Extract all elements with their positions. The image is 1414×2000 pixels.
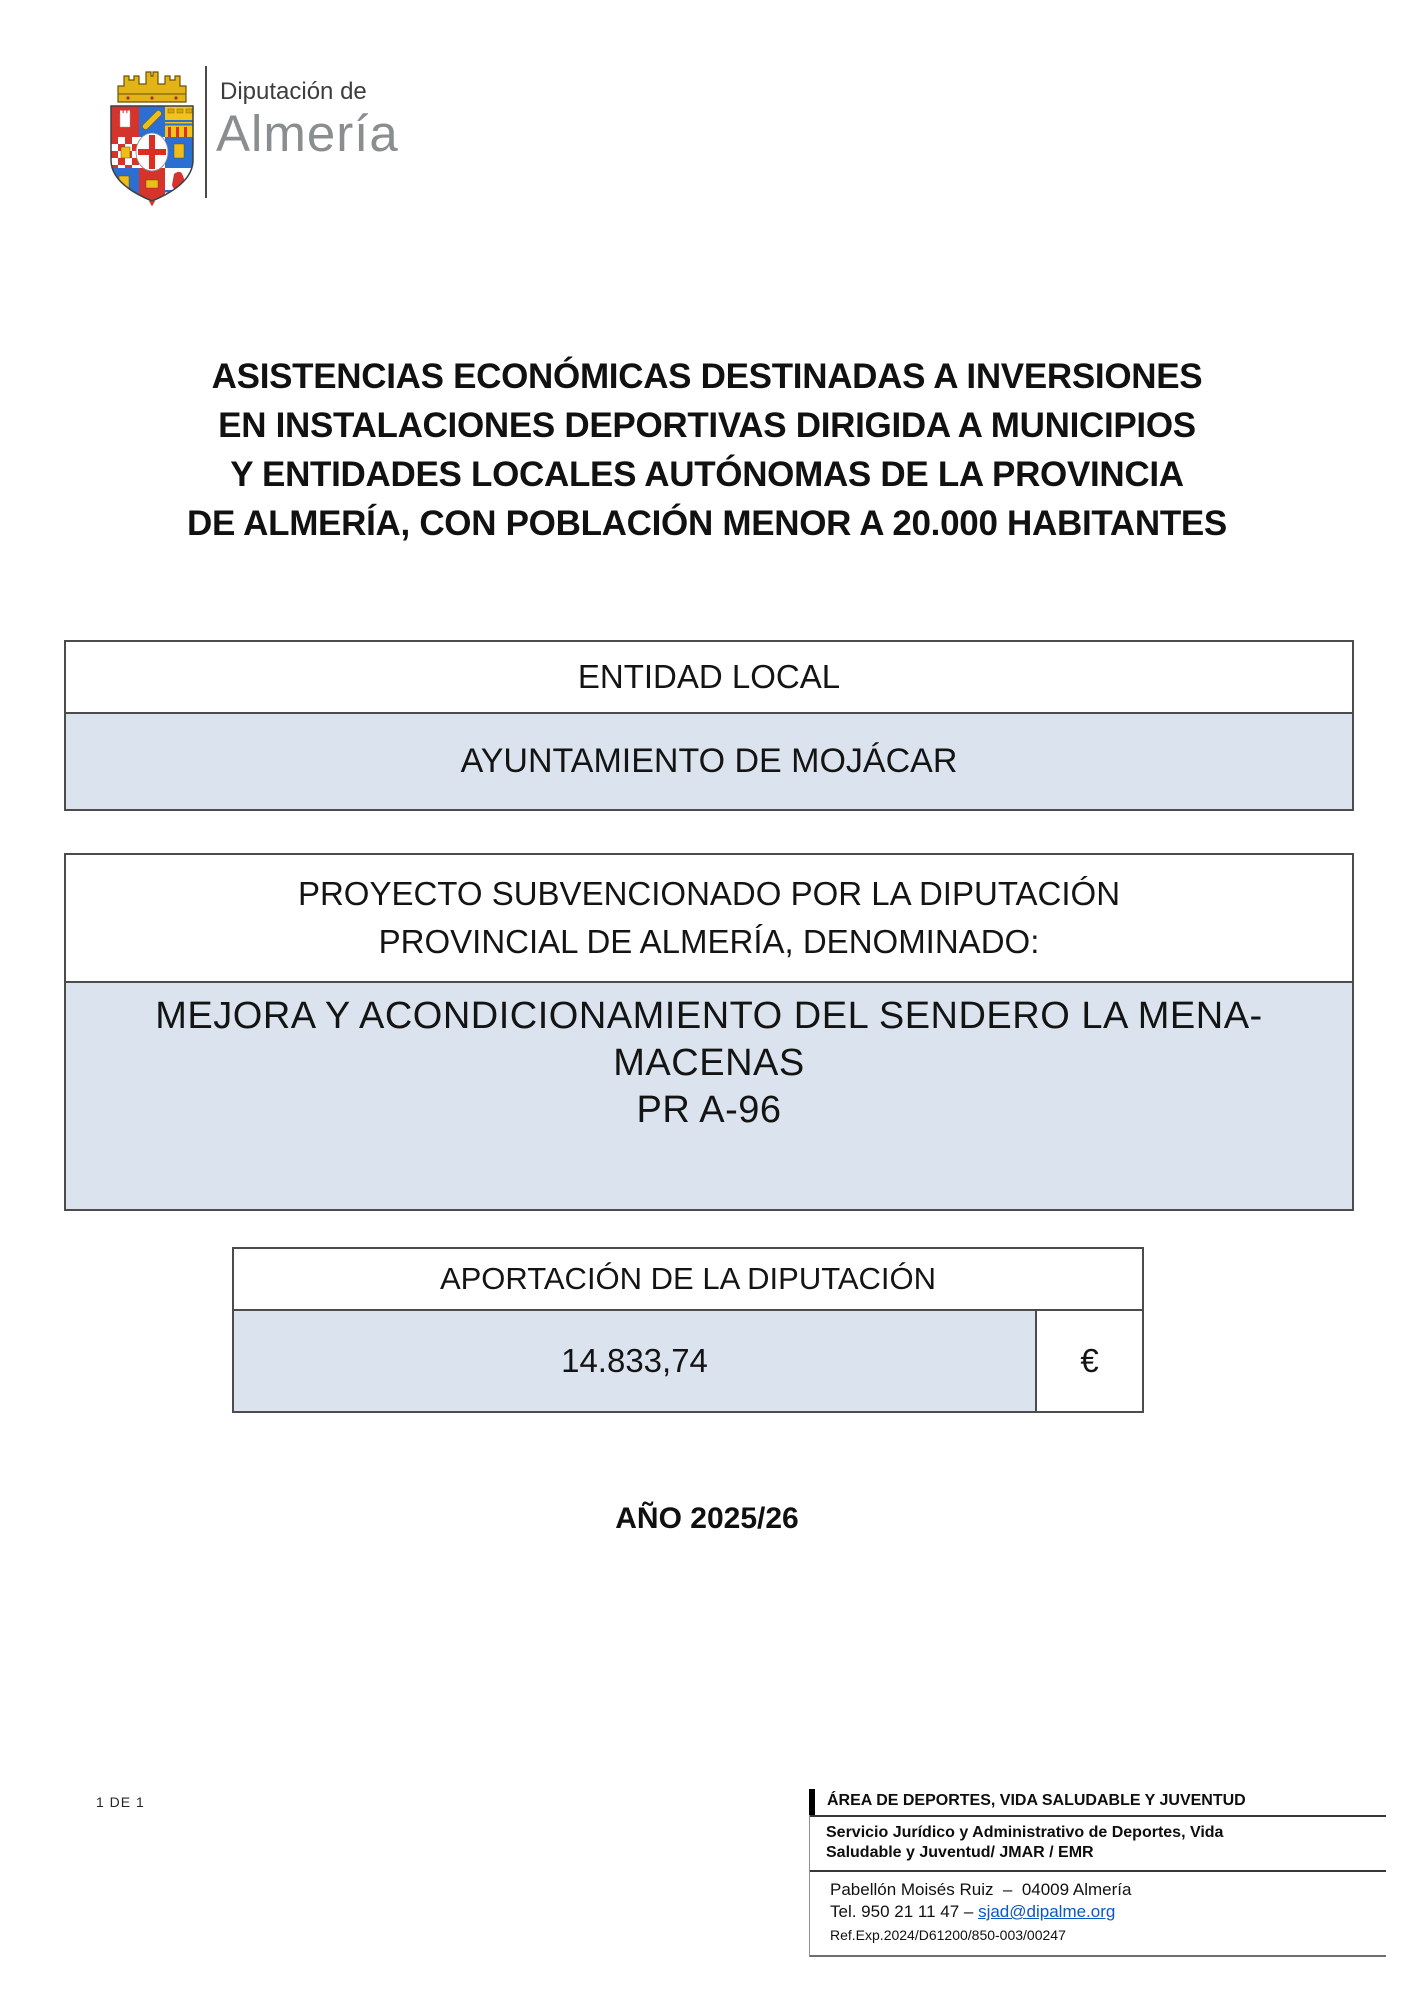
title-line-4: DE ALMERÍA, CON POBLACIÓN MENOR A 20.000 HABITANTES bbox=[187, 504, 1227, 543]
contribution-table-row bbox=[234, 1311, 1142, 1411]
entity-table-value: AYUNTAMIENTO DE MOJÁCAR bbox=[66, 714, 1352, 809]
footer-phone: Tel. 950 21 11 47 – bbox=[830, 1902, 979, 1921]
project-header-line1: PROYECTO SUBVENCIONADO POR LA DIPUTACIÓN bbox=[297, 875, 1121, 912]
footer-service-line2: Saludable y Juventud/ JMAR / EMR bbox=[826, 1844, 1094, 1861]
title-line-1: ASISTENCIAS ECONÓMICAS DESTINADAS A INVERSIONES bbox=[211, 357, 1203, 396]
footer-email-link[interactable]: sjad@dipalme.org bbox=[978, 1902, 1116, 1921]
footer-department: ÁREA DE DEPORTES, VIDA SALUDABLE Y JUVENTUD bbox=[827, 1792, 1246, 1809]
year-label: AÑO 2025/26 bbox=[615, 1502, 799, 1535]
footer-block bbox=[809, 1789, 1386, 1957]
project-value-line2: PR A-96 bbox=[636, 1089, 782, 1131]
contribution-table bbox=[232, 1247, 1144, 1413]
footer-service-line1: Servicio Jurídico y Administrativo de Deportes, Vida bbox=[826, 1824, 1224, 1841]
org-name-line1: Diputación de bbox=[220, 78, 367, 105]
almeria-coat-of-arms-icon bbox=[108, 64, 196, 206]
contribution-table-header: APORTACIÓN DE LA DIPUTACIÓN bbox=[234, 1249, 1142, 1311]
org-name-line2: Almería bbox=[216, 105, 399, 162]
title-line-3: Y ENTIDADES LOCALES AUTÓNOMAS DE LA PROVINCIA bbox=[230, 455, 1184, 494]
title-line-2: EN INSTALACIONES DEPORTIVAS DIRIGIDA A MUNICIPIOS bbox=[218, 406, 1196, 445]
footer-address: Pabellón Moisés Ruiz – 04009 Almería bbox=[830, 1880, 1132, 1899]
project-header-line2: PROVINCIAL DE ALMERÍA, DENOMINADO: bbox=[378, 923, 1040, 960]
contribution-amount: 14.833,74 bbox=[234, 1311, 1037, 1411]
page-indicator: 1 DE 1 bbox=[96, 1794, 145, 1810]
footer-accent-bar bbox=[809, 1789, 815, 1815]
footer-phone-line bbox=[830, 1901, 1386, 1923]
footer-service-row bbox=[810, 1815, 1386, 1870]
document-title bbox=[63, 352, 1351, 548]
logo-divider bbox=[205, 66, 207, 198]
footer-department-row bbox=[810, 1789, 1386, 1815]
project-value-line1: MEJORA Y ACONDICIONAMIENTO DEL SENDERO LA MENA-MACENAS bbox=[155, 995, 1263, 1084]
project-table-header bbox=[66, 855, 1352, 983]
entity-table bbox=[64, 640, 1354, 811]
project-table bbox=[64, 853, 1354, 1211]
footer-reference: Ref.Exp.2024/D61200/850-003/00247 bbox=[830, 1927, 1066, 1943]
project-table-value bbox=[66, 983, 1352, 1209]
entity-table-header: ENTIDAD LOCAL bbox=[66, 642, 1352, 714]
footer-contact-row bbox=[810, 1870, 1386, 1957]
currency-symbol: € bbox=[1037, 1311, 1142, 1411]
